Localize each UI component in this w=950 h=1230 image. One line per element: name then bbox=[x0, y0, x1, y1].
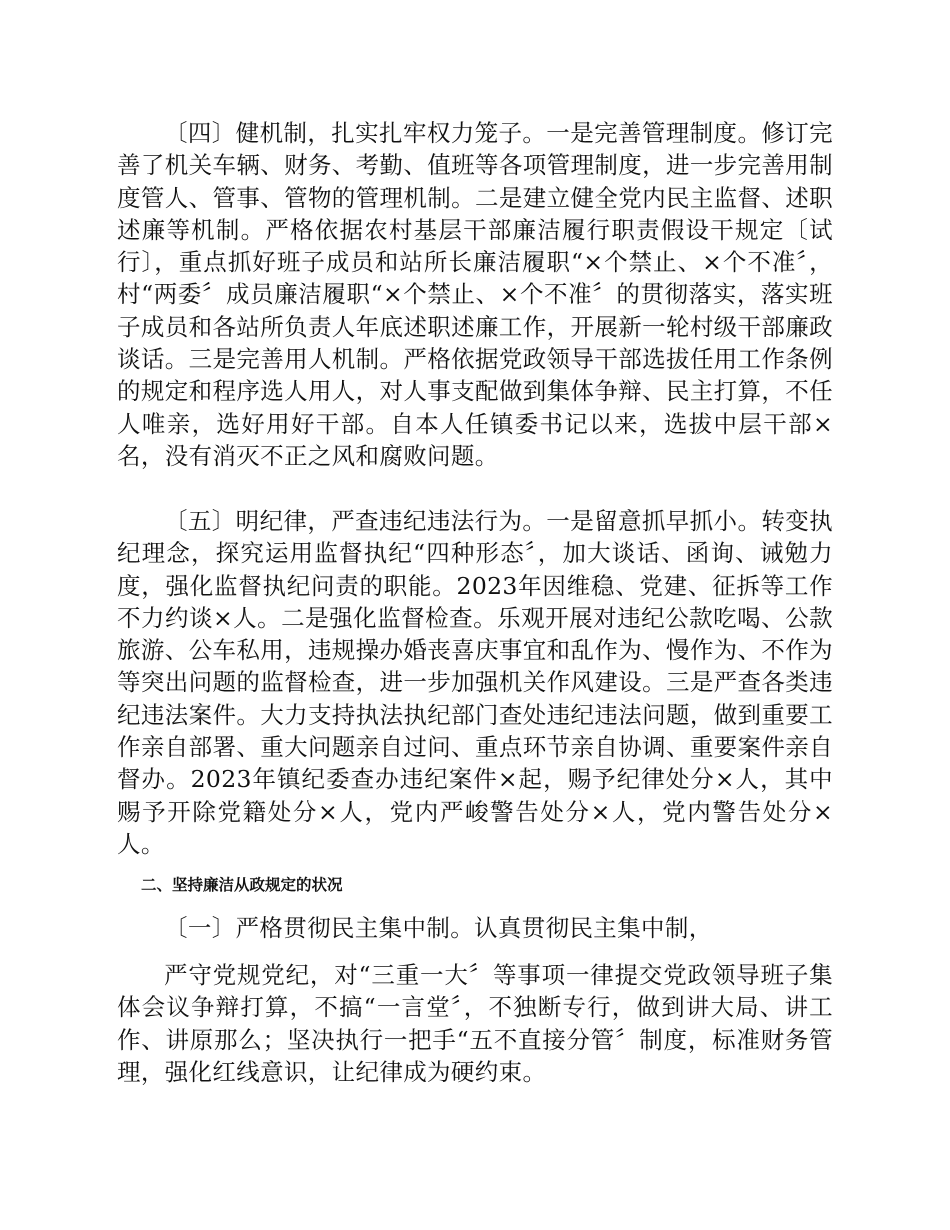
paragraph-party-rules: 严守党规党纪，对“三重一大〞等事项一律提交党政领导班子集体会议争辩打算，不搞“一言堂〞，不独断专行，做到讲大局、讲工作、讲原那么；坚决执行一把手“五不直接分管〞制度，标准财务管理，强化红线意识，让纪律成为硬约束。 bbox=[117, 961, 833, 1086]
section-heading: 二、坚持廉洁从政规定的状况 bbox=[141, 876, 343, 894]
paragraph-discipline: 〔五〕明纪律，严查违纪违法行为。一是留意抓早抓小。转变执纪理念，探究运用监督执纪“四种形态〞，加大谈话、函询、诫勉力度，强化监督执纪问责的职能。2023年因维稳、党建、征拆等工作不力约谈×人。二是强化监督检查。乐观开展对违纪公款吃喝、公款旅游、公车私用，违规操办婚丧喜庆事宜和乱作为、慢作为、不作为等突出问题的监督检查，进一步加强机关作风建设。三是严查各类违纪违法案件。大力支持执法执纪部门查处违纪违法问题，做到重要工作亲自部署、重大问题亲自过问、重点环节亲自协调、重要案件亲自督办。2023年镇纪委查办违纪案件×起，赐予纪律处分×人，其中赐予开除党籍处分×人，党内严峻警告处分×人，党内警告处分×人。 bbox=[117, 507, 833, 858]
paragraph-mechanism: 〔四〕健机制，扎实扎牢权力笼子。一是完善管理制度。修订完善了机关车辆、财务、考勤、值班等各项管理制度，进一步完善用制度管人、管事、管物的管理机制。二是建立健全党内民主监督、述职述廉等机制。严格依据农村基层干部廉洁履行职责假设干规定〔试行〕，重点抓好班子成员和站所长廉洁履职“×个禁止、×个不准〞，村“两委〞成员廉洁履职“×个禁止、×个不准〞的贯彻落实，落实班子成员和各站所负责人年底述职述廉工作，开展新一轮村级干部廉政谈话。三是完善用人机制。严格依据党政领导干部选拔任用工作条例的规定和程序选人用人，对人事支配做到集体争辩、民主打算，不任人唯亲，选好用好干部。自本人任镇委书记以来，选拔中层干部×名，没有消灭不正之风和腐败问题。 bbox=[117, 119, 833, 470]
subsection-line: 〔一〕严格贯彻民主集中制。认真贯彻民主集中制， bbox=[164, 914, 713, 942]
